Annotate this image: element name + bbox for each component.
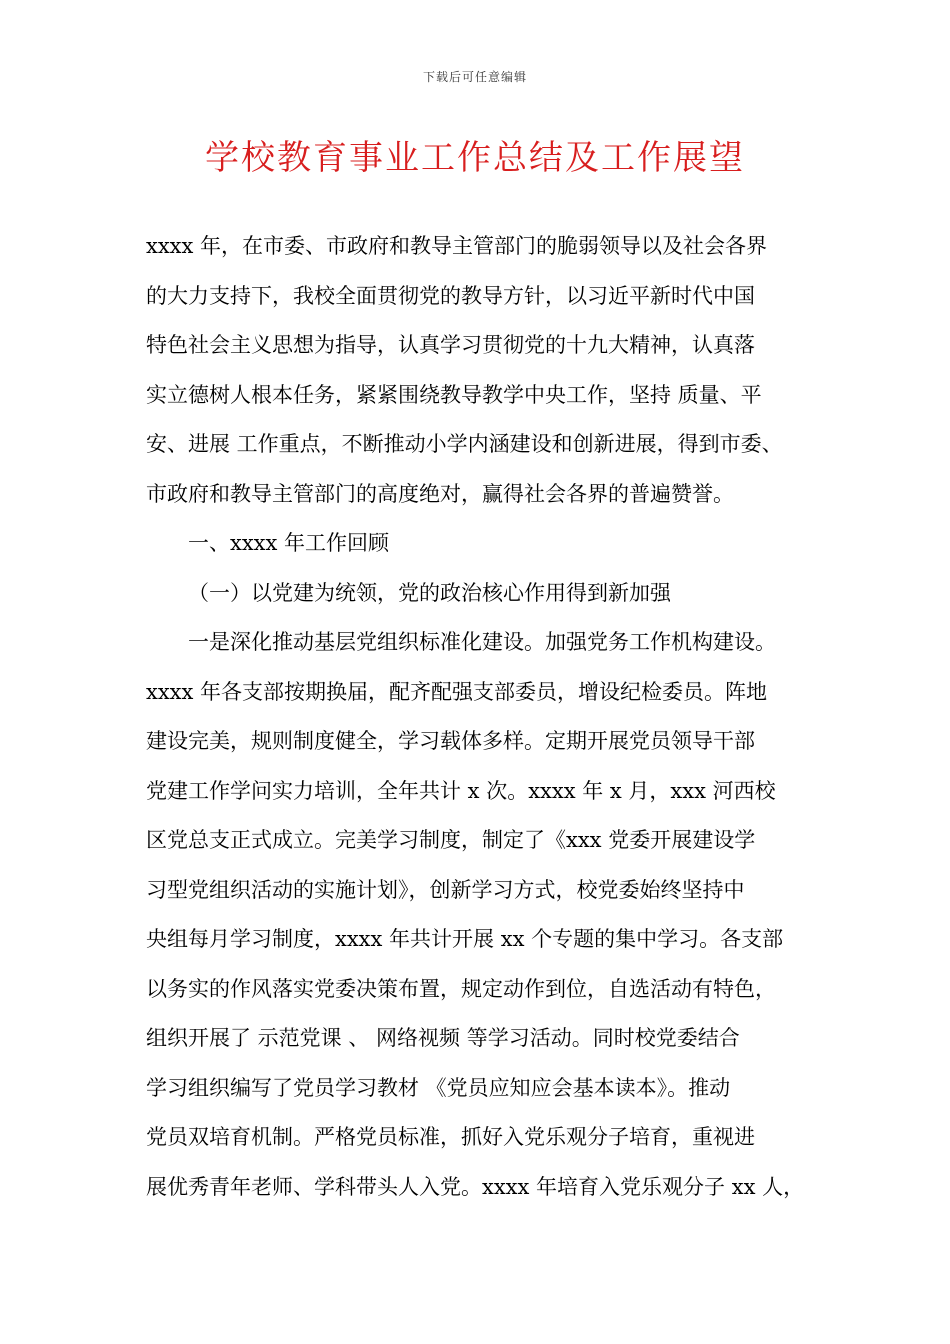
text-line: 学习组织编写了党员学习教材 《党员应知应会基本读本》。推动 (146, 1075, 731, 1100)
header-note: 下载后可任意编辑 (422, 70, 527, 84)
text-line: 一是深化推动基层党组织标准化建设。加强党务工作机构建设。 (188, 630, 776, 654)
text-line: （一）以党建为统领，党的政治核心作用得到新加强 (188, 580, 671, 605)
text-line: 的大力支持下，我校全面贯彻党的教导方针，以习近平新时代中国 (146, 283, 755, 308)
text-line: 以务实的作风落实党委决策布置，规定动作到位，自选活动有特色， (146, 976, 776, 1001)
text-line: xxxx 年，在市委、市政府和教导主管部门的脆弱领导以及社会各界 (146, 234, 768, 258)
text-line: 区党总支正式成立。完美学习制度，制定了《xxx 党委开展建设学 (146, 828, 756, 852)
text-line: 党建工作学问实力培训，全年共计 x 次。xxxx 年 x 月，xxx 河西校 (146, 778, 776, 803)
text-line: 实立德树人根本任务，紧紧围绕教导教学中央工作，坚持 质量、平 (146, 382, 762, 407)
text-line: xxxx 年各支部按期换届，配齐配强支部委员，增设纪检委员。阵地 (146, 679, 768, 704)
text-line: 一、xxxx 年工作回顾 (188, 531, 390, 555)
text-line: 党员双培育机制。严格党员标准，抓好入党乐观分子培育，重视进 (146, 1125, 755, 1149)
text-line: 建设完美，规则制度健全，学习载体多样。定期开展党员领导干部 (146, 729, 755, 753)
text-line: 特色社会主义思想为指导，认真学习贯彻党的十九大精神，认真落 (146, 333, 755, 357)
text-line: 组织开展了 示范党课 、 网络视频 等学习活动。同时校党委结合 (146, 1026, 740, 1050)
text-line: 安、进展 工作重点，不断推动小学内涵建设和创新进展，得到市委、 (146, 432, 783, 456)
text-line: 央组每月学习制度，xxxx 年共计开展 xx 个专题的集中学习。各支部 (146, 927, 784, 951)
text-line: 习型党组织活动的实施计划》，创新学习方式，校党委始终坚持中 (146, 877, 745, 902)
text-line: 市政府和教导主管部门的高度绝对，赢得社会各界的普遍赞誉。 (146, 481, 734, 506)
document-title: 学校教育事业工作总结及工作展望 (205, 138, 745, 178)
text-line: 展优秀青年老师、学科带头人入党。xxxx 年培育入党乐观分子 xx 人， (146, 1174, 805, 1199)
document-body (146, 222, 836, 1212)
